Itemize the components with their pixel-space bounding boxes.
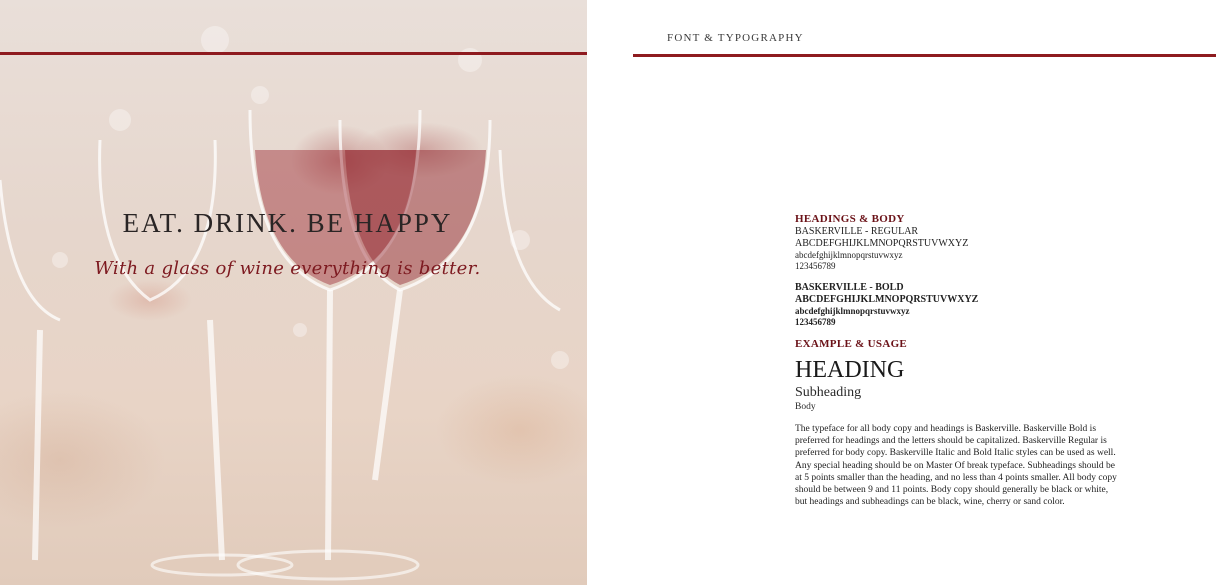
paragraph-line: preferred for body copy. Baskerville Italic and Bold Italic styles can be used as well. (795, 448, 1116, 459)
paragraph-line: Any special heading should be on Master Of break typeface. Subheadings should be (795, 460, 1116, 471)
section-rule (633, 54, 1216, 57)
example-heading: HEADING (795, 357, 905, 383)
headings-body-title: HEADINGS & BODY (795, 213, 905, 225)
typography-content (795, 213, 1185, 508)
photo-top-rule (0, 52, 587, 55)
usage-paragraph (795, 423, 1185, 508)
regular-digits: 123456789 (795, 261, 836, 271)
regular-lowercase: abcdefghijklmnopqrstuvwxyz (795, 250, 903, 260)
bold-digits: 123456789 (795, 317, 836, 327)
tagline: With a glass of wine everything is better. (94, 258, 481, 279)
regular-uppercase: ABCDEFGHIJKLMNOPQRSTUVWXYZ (795, 238, 969, 249)
bold-font-name: BASKERVILLE - BOLD (795, 282, 904, 293)
example-body: Body (795, 402, 816, 412)
paragraph-line: but headings and subheadings can be black, wine, cherry or sand color. (795, 497, 1065, 508)
headline: EAT. DRINK. BE HAPPY (122, 208, 453, 238)
wine-photo-panel (0, 0, 587, 585)
example-subheading: Subheading (795, 385, 862, 400)
bold-lowercase: abcdefghijklmnopqrstuvwxyz (795, 306, 910, 316)
wine-glasses-illustration (0, 0, 587, 585)
paragraph-line: preferred for headings and the letters should be capitalized. Baskerville Regular is (795, 436, 1107, 447)
bold-uppercase: ABCDEFGHIJKLMNOPQRSTUVWXYZ (795, 294, 979, 305)
paragraph-line: The typeface for all body copy and headings is Baskerville. Baskerville Bold is (795, 424, 1097, 434)
paragraph-line: should be between 9 and 11 points. Body copy should generally be black or white, (795, 485, 1109, 496)
paragraph-line: at 5 points smaller than the heading, and no less than 4 points smaller. All body copy (795, 472, 1117, 483)
regular-font-name: BASKERVILLE - REGULAR (795, 226, 919, 237)
example-usage-title: EXAMPLE & USAGE (795, 338, 908, 350)
section-title: FONT & TYPOGRAPHY (667, 32, 804, 44)
